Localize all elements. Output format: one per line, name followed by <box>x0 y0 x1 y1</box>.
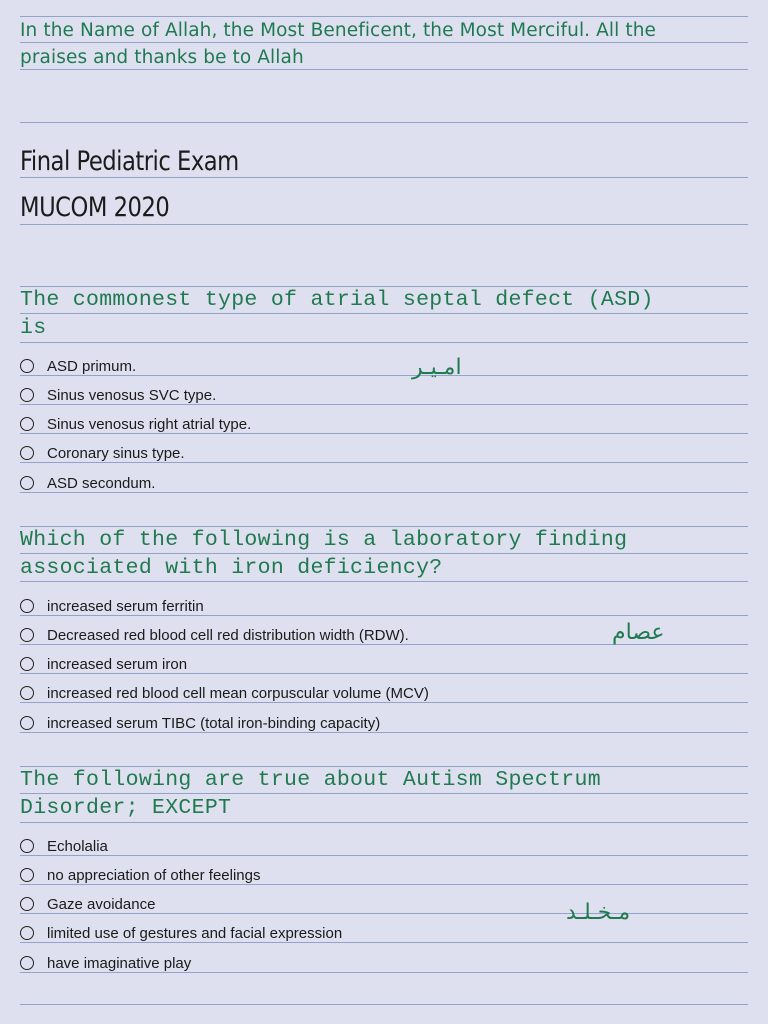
ruled-line <box>20 286 748 287</box>
radio-button[interactable] <box>20 956 34 970</box>
exam-title: Final Pediatric Exam <box>20 146 239 177</box>
radio-button[interactable] <box>20 686 34 700</box>
ruled-line <box>20 16 748 17</box>
radio-button[interactable] <box>20 599 34 613</box>
radio-button[interactable] <box>20 628 34 642</box>
ruled-line <box>20 766 748 767</box>
question-1-option-4[interactable] <box>20 442 185 464</box>
ruled-line <box>20 122 748 123</box>
option-label: increased serum iron <box>47 655 188 673</box>
option-label: no appreciation of other feelings <box>47 866 261 884</box>
question-2-option-4[interactable] <box>20 682 429 704</box>
radio-button[interactable] <box>20 926 34 940</box>
option-label: ASD secondum. <box>47 474 156 492</box>
ruled-line <box>20 224 748 225</box>
radio-button[interactable] <box>20 446 34 460</box>
ruled-line <box>20 342 748 343</box>
question-1-option-5[interactable] <box>20 472 155 494</box>
question-3-handwritten-annotation: مـخـلـد <box>566 900 631 925</box>
ruled-line <box>20 69 748 70</box>
option-label: ASD primum. <box>47 357 137 375</box>
option-label: Gaze avoidance <box>47 895 156 913</box>
question-1-option-3[interactable] <box>20 413 251 435</box>
question-3-text-line-2: Disorder; EXCEPT <box>20 796 232 820</box>
question-1-text-line-2: is <box>20 316 47 340</box>
ruled-line <box>20 1004 748 1005</box>
ruled-line <box>20 822 748 823</box>
ruled-line <box>20 313 748 314</box>
question-2-text-line-2: associated with iron deficiency? <box>20 556 443 580</box>
option-label: Sinus venosus SVC type. <box>47 386 217 404</box>
question-2-text-line-1: Which of the following is a laboratory finding <box>20 528 628 552</box>
option-label: Coronary sinus type. <box>47 444 185 462</box>
exam-subtitle: MUCOM 2020 <box>20 192 170 223</box>
question-2-handwritten-annotation: عصام <box>612 620 665 645</box>
ruled-line <box>20 526 748 527</box>
radio-button[interactable] <box>20 476 34 490</box>
question-1-handwritten-annotation: امـيـر <box>412 355 462 380</box>
radio-button[interactable] <box>20 417 34 431</box>
question-1-option-1[interactable] <box>20 355 136 377</box>
option-label: Decreased red blood cell red distribution width (RDW). <box>47 626 409 644</box>
header-line-1: In the Name of Allah, the Most Beneficent, the Most Merciful. All the <box>20 20 657 41</box>
question-2-option-5[interactable] <box>20 712 380 734</box>
ruled-line <box>20 855 748 856</box>
question-2-option-2[interactable] <box>20 624 409 646</box>
option-label: limited use of gestures and facial expression <box>47 924 343 942</box>
question-3-text-line-1: The following are true about Autism Spectrum <box>20 768 601 792</box>
question-3-option-1[interactable] <box>20 835 108 857</box>
question-2-option-3[interactable] <box>20 653 187 675</box>
ruled-line <box>20 553 748 554</box>
header-line-2: praises and thanks be to Allah <box>20 47 304 68</box>
option-label: increased serum ferritin <box>47 597 204 615</box>
ruled-line <box>20 581 748 582</box>
radio-button[interactable] <box>20 897 34 911</box>
ruled-line <box>20 793 748 794</box>
radio-button[interactable] <box>20 716 34 730</box>
radio-button[interactable] <box>20 657 34 671</box>
option-label: Sinus venosus right atrial type. <box>47 415 252 433</box>
ruled-line <box>20 42 748 43</box>
option-label: increased serum TIBC (total iron-binding capacity) <box>47 714 381 732</box>
question-3-option-2[interactable] <box>20 864 260 886</box>
radio-button[interactable] <box>20 359 34 373</box>
option-label: have imaginative play <box>47 954 192 972</box>
option-label: Echolalia <box>47 837 108 855</box>
radio-button[interactable] <box>20 868 34 882</box>
question-1-option-2[interactable] <box>20 384 216 406</box>
question-3-option-5[interactable] <box>20 952 191 974</box>
radio-button[interactable] <box>20 839 34 853</box>
question-3-option-4[interactable] <box>20 922 342 944</box>
question-2-option-1[interactable] <box>20 595 204 617</box>
question-3-option-3[interactable] <box>20 893 155 915</box>
radio-button[interactable] <box>20 388 34 402</box>
question-1-text-line-1: The commonest type of atrial septal defect (ASD) <box>20 288 654 312</box>
option-label: increased red blood cell mean corpuscular volume (MCV) <box>47 684 429 702</box>
ruled-line <box>20 177 748 178</box>
